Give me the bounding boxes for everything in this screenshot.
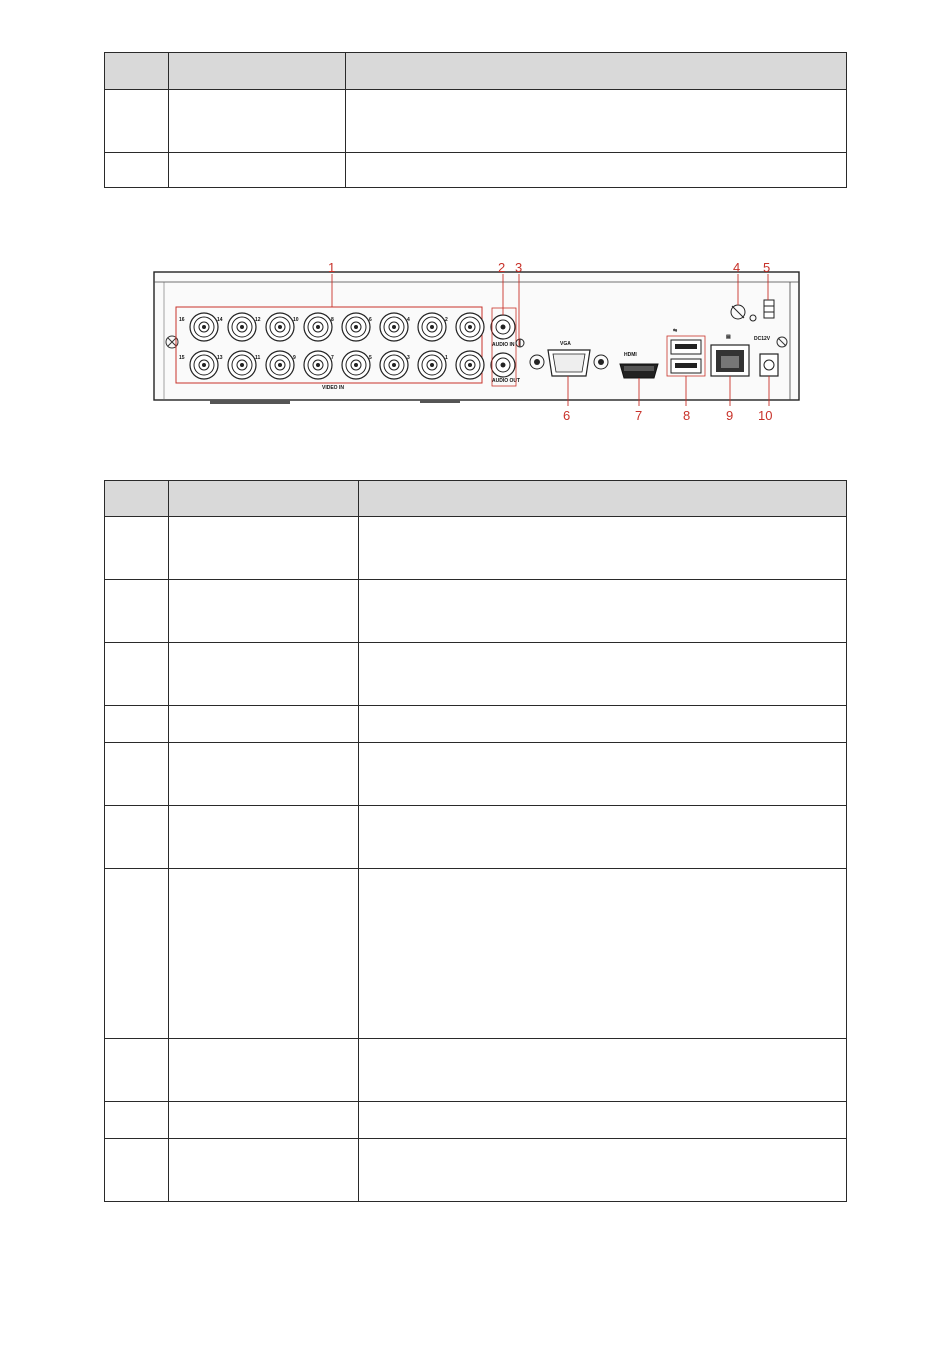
table-cell (169, 869, 359, 1039)
table-cell (105, 1139, 169, 1202)
callout-number: 2 (498, 260, 506, 275)
bnc-channel-label: 9 (293, 355, 296, 361)
audio-out-jack (491, 353, 515, 377)
rear-panel-port-table (104, 480, 847, 1202)
vga-label: VGA (560, 341, 571, 347)
bnc-channel-label: 4 (407, 317, 410, 323)
header-cell-no (105, 53, 169, 90)
table-cell (105, 153, 169, 188)
bnc-channel-label: 10 (293, 317, 299, 323)
video-in-label: VIDEO IN (322, 385, 344, 391)
audio-in-label: AUDIO IN (492, 342, 515, 348)
usb-icon: ⇋ (673, 328, 678, 334)
top-port-table (104, 52, 847, 188)
callout-number: 4 (733, 260, 741, 275)
callout-number: 5 (763, 260, 771, 275)
table-row (105, 643, 847, 706)
callout-number: 7 (635, 408, 643, 423)
table-cell (359, 580, 847, 643)
table-cell (105, 643, 169, 706)
callout-number: 1 (328, 260, 336, 275)
header-cell-no (105, 481, 169, 517)
hdmi-label: HDMI (624, 352, 637, 358)
table-cell (105, 580, 169, 643)
table-cell (359, 1039, 847, 1102)
table-cell (359, 869, 847, 1039)
table-cell (169, 90, 346, 153)
table-cell (169, 743, 359, 806)
table-cell (169, 1102, 359, 1139)
audio-out-label: AUDIO OUT (492, 378, 521, 384)
header-cell-function (346, 53, 847, 90)
table-cell (359, 1102, 847, 1139)
power-label: DC12V (754, 336, 771, 342)
bnc-channel-label: 6 (369, 317, 372, 323)
table-row (105, 153, 847, 188)
bnc-channel-label: 15 (179, 355, 185, 361)
table-header-row (105, 481, 847, 517)
table-cell (359, 706, 847, 743)
table-cell (105, 1039, 169, 1102)
fan-vent-icon (764, 300, 774, 318)
table-cell (105, 806, 169, 869)
callout-number: 3 (515, 260, 523, 275)
table-cell (105, 1102, 169, 1139)
table-cell (359, 517, 847, 580)
table-cell (105, 517, 169, 580)
header-cell-function (359, 481, 847, 517)
table-cell (169, 1039, 359, 1102)
table-row (105, 706, 847, 743)
lan-icon: ▤ (726, 334, 731, 340)
bnc-channel-label: 12 (255, 317, 261, 323)
table-row (105, 869, 847, 1039)
header-cell-name (169, 53, 346, 90)
table-cell (359, 806, 847, 869)
table-header-row (105, 53, 847, 90)
bnc-channel-label: 8 (331, 317, 334, 323)
bnc-channel-label: 11 (255, 355, 261, 361)
bnc-channel-label: 7 (331, 355, 334, 361)
table-row (105, 743, 847, 806)
table-cell (169, 1139, 359, 1202)
table-cell (359, 743, 847, 806)
audio-in-jack (491, 315, 515, 339)
table-row (105, 580, 847, 643)
table-cell (105, 706, 169, 743)
table-body (105, 517, 847, 1202)
callout-number: 9 (726, 408, 734, 423)
table-cell (105, 743, 169, 806)
table-cell (359, 643, 847, 706)
bnc-channel-label: 13 (217, 355, 223, 361)
table-cell (169, 517, 359, 580)
table-cell (346, 153, 847, 188)
bnc-channel-label: 5 (369, 355, 372, 361)
table-cell (346, 90, 847, 153)
power-jack (760, 354, 778, 376)
table-row (105, 90, 847, 153)
table-cell (169, 580, 359, 643)
bnc-channel-label: 16 (179, 317, 185, 323)
table-cell (169, 806, 359, 869)
callout-number: 6 (563, 408, 571, 423)
rear-panel-figure (150, 256, 810, 426)
table-cell (169, 706, 359, 743)
network-port (711, 345, 749, 376)
bnc-channel-label: 2 (445, 317, 448, 323)
table-row (105, 1039, 847, 1102)
table-cell (169, 153, 346, 188)
table-row (105, 1102, 847, 1139)
table-row (105, 806, 847, 869)
table-cell (359, 1139, 847, 1202)
table-row (105, 1139, 847, 1202)
callout-number: 8 (683, 408, 691, 423)
hdmi-port (620, 364, 658, 378)
table-cell (105, 869, 169, 1039)
bnc-channel-label: 3 (407, 355, 410, 361)
callout-number: 10 (758, 408, 773, 423)
bnc-channel-label: 1 (445, 355, 448, 361)
table-row (105, 517, 847, 580)
bnc-channel-label: 14 (217, 317, 223, 323)
table-cell (169, 643, 359, 706)
header-cell-name (169, 481, 359, 517)
table-cell (105, 90, 169, 153)
